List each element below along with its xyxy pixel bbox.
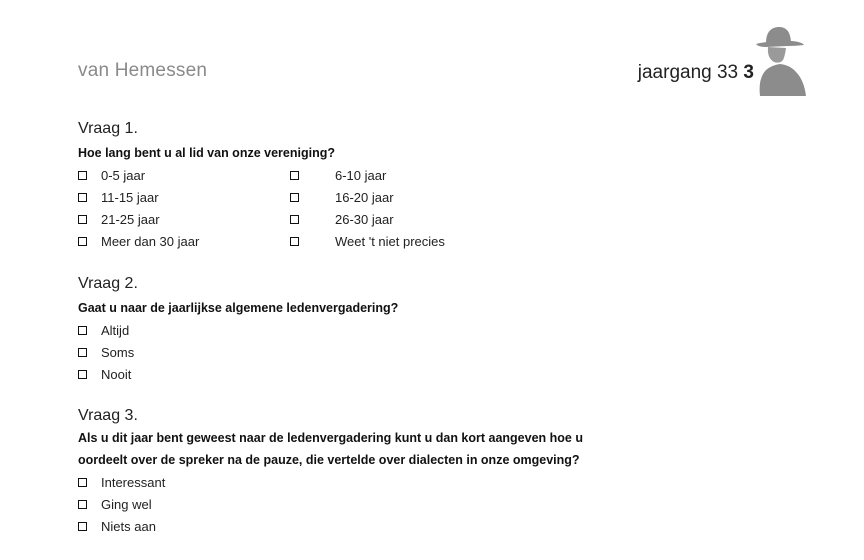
man-with-hat-silhouette-icon — [752, 22, 808, 96]
option-label: Weet 't niet precies — [335, 233, 445, 249]
question-text-line-1: Als u dit jaar bent geweest naar de ledenvergadering kunt u dan kort aangeven hoe u — [78, 431, 583, 445]
option-0-5-jaar[interactable] — [78, 164, 145, 186]
checkbox[interactable] — [290, 215, 299, 224]
question-title: Vraag 3. — [78, 407, 138, 424]
volume-text: jaargang 33 — [637, 62, 739, 83]
question-text — [78, 427, 583, 471]
option-list — [78, 319, 398, 385]
question-text: Hoe lang bent u al lid van onze vereniging? — [78, 146, 335, 160]
checkbox[interactable] — [78, 171, 87, 180]
option-label: Nooit — [101, 366, 132, 382]
option-label: Ging wel — [101, 496, 152, 512]
option-label: 26-30 jaar — [335, 211, 394, 227]
checkbox[interactable] — [290, 193, 299, 202]
option-label: 6-10 jaar — [335, 167, 387, 183]
option-16-20-jaar[interactable] — [290, 186, 394, 208]
option-weet-niet-precies[interactable] — [290, 230, 445, 252]
option-11-15-jaar[interactable] — [78, 186, 159, 208]
checkbox[interactable] — [78, 500, 87, 509]
option-meer-dan-30-jaar[interactable] — [78, 230, 199, 252]
checkbox[interactable] — [78, 522, 87, 531]
option-list — [78, 471, 583, 537]
option-label: Niets aan — [101, 518, 156, 534]
option-interessant[interactable] — [78, 471, 583, 493]
brand-name: van Hemessen — [78, 60, 208, 81]
question-text: Gaat u naar de jaarlijkse algemene ledenvergadering? — [78, 301, 399, 315]
option-grid — [78, 164, 578, 252]
checkbox[interactable] — [78, 348, 87, 357]
volume-number: 3 — [743, 62, 754, 83]
checkbox[interactable] — [78, 478, 87, 487]
checkbox[interactable] — [78, 215, 87, 224]
checkbox[interactable] — [290, 171, 299, 180]
option-ging-wel[interactable] — [78, 493, 583, 515]
option-soms[interactable] — [78, 341, 398, 363]
question-1 — [78, 120, 578, 252]
option-26-30-jaar[interactable] — [290, 208, 394, 230]
option-label: 21-25 jaar — [101, 211, 160, 227]
question-2 — [78, 275, 398, 385]
volume-label — [638, 62, 754, 84]
option-21-25-jaar[interactable] — [78, 208, 160, 230]
option-label: Altijd — [101, 322, 130, 338]
checkbox[interactable] — [78, 326, 87, 335]
question-title: Vraag 1. — [78, 120, 138, 137]
question-text-line-2: oordeelt over de spreker na de pauze, die vertelde over dialecten in onze omgeving? — [78, 453, 580, 467]
checkbox[interactable] — [78, 193, 87, 202]
option-label: 11-15 jaar — [101, 189, 159, 205]
option-altijd[interactable] — [78, 319, 398, 341]
option-label: 16-20 jaar — [335, 189, 394, 205]
option-6-10-jaar[interactable] — [290, 164, 386, 186]
checkbox[interactable] — [78, 237, 87, 246]
option-label: 0-5 jaar — [101, 167, 146, 183]
option-label: Meer dan 30 jaar — [101, 233, 200, 249]
option-label: Soms — [101, 344, 135, 360]
option-nooit[interactable] — [78, 363, 398, 385]
option-niets-aan[interactable] — [78, 515, 583, 537]
question-title: Vraag 2. — [78, 275, 138, 292]
checkbox[interactable] — [78, 370, 87, 379]
option-label: Interessant — [101, 474, 166, 490]
checkbox[interactable] — [290, 237, 299, 246]
question-3 — [78, 407, 583, 537]
